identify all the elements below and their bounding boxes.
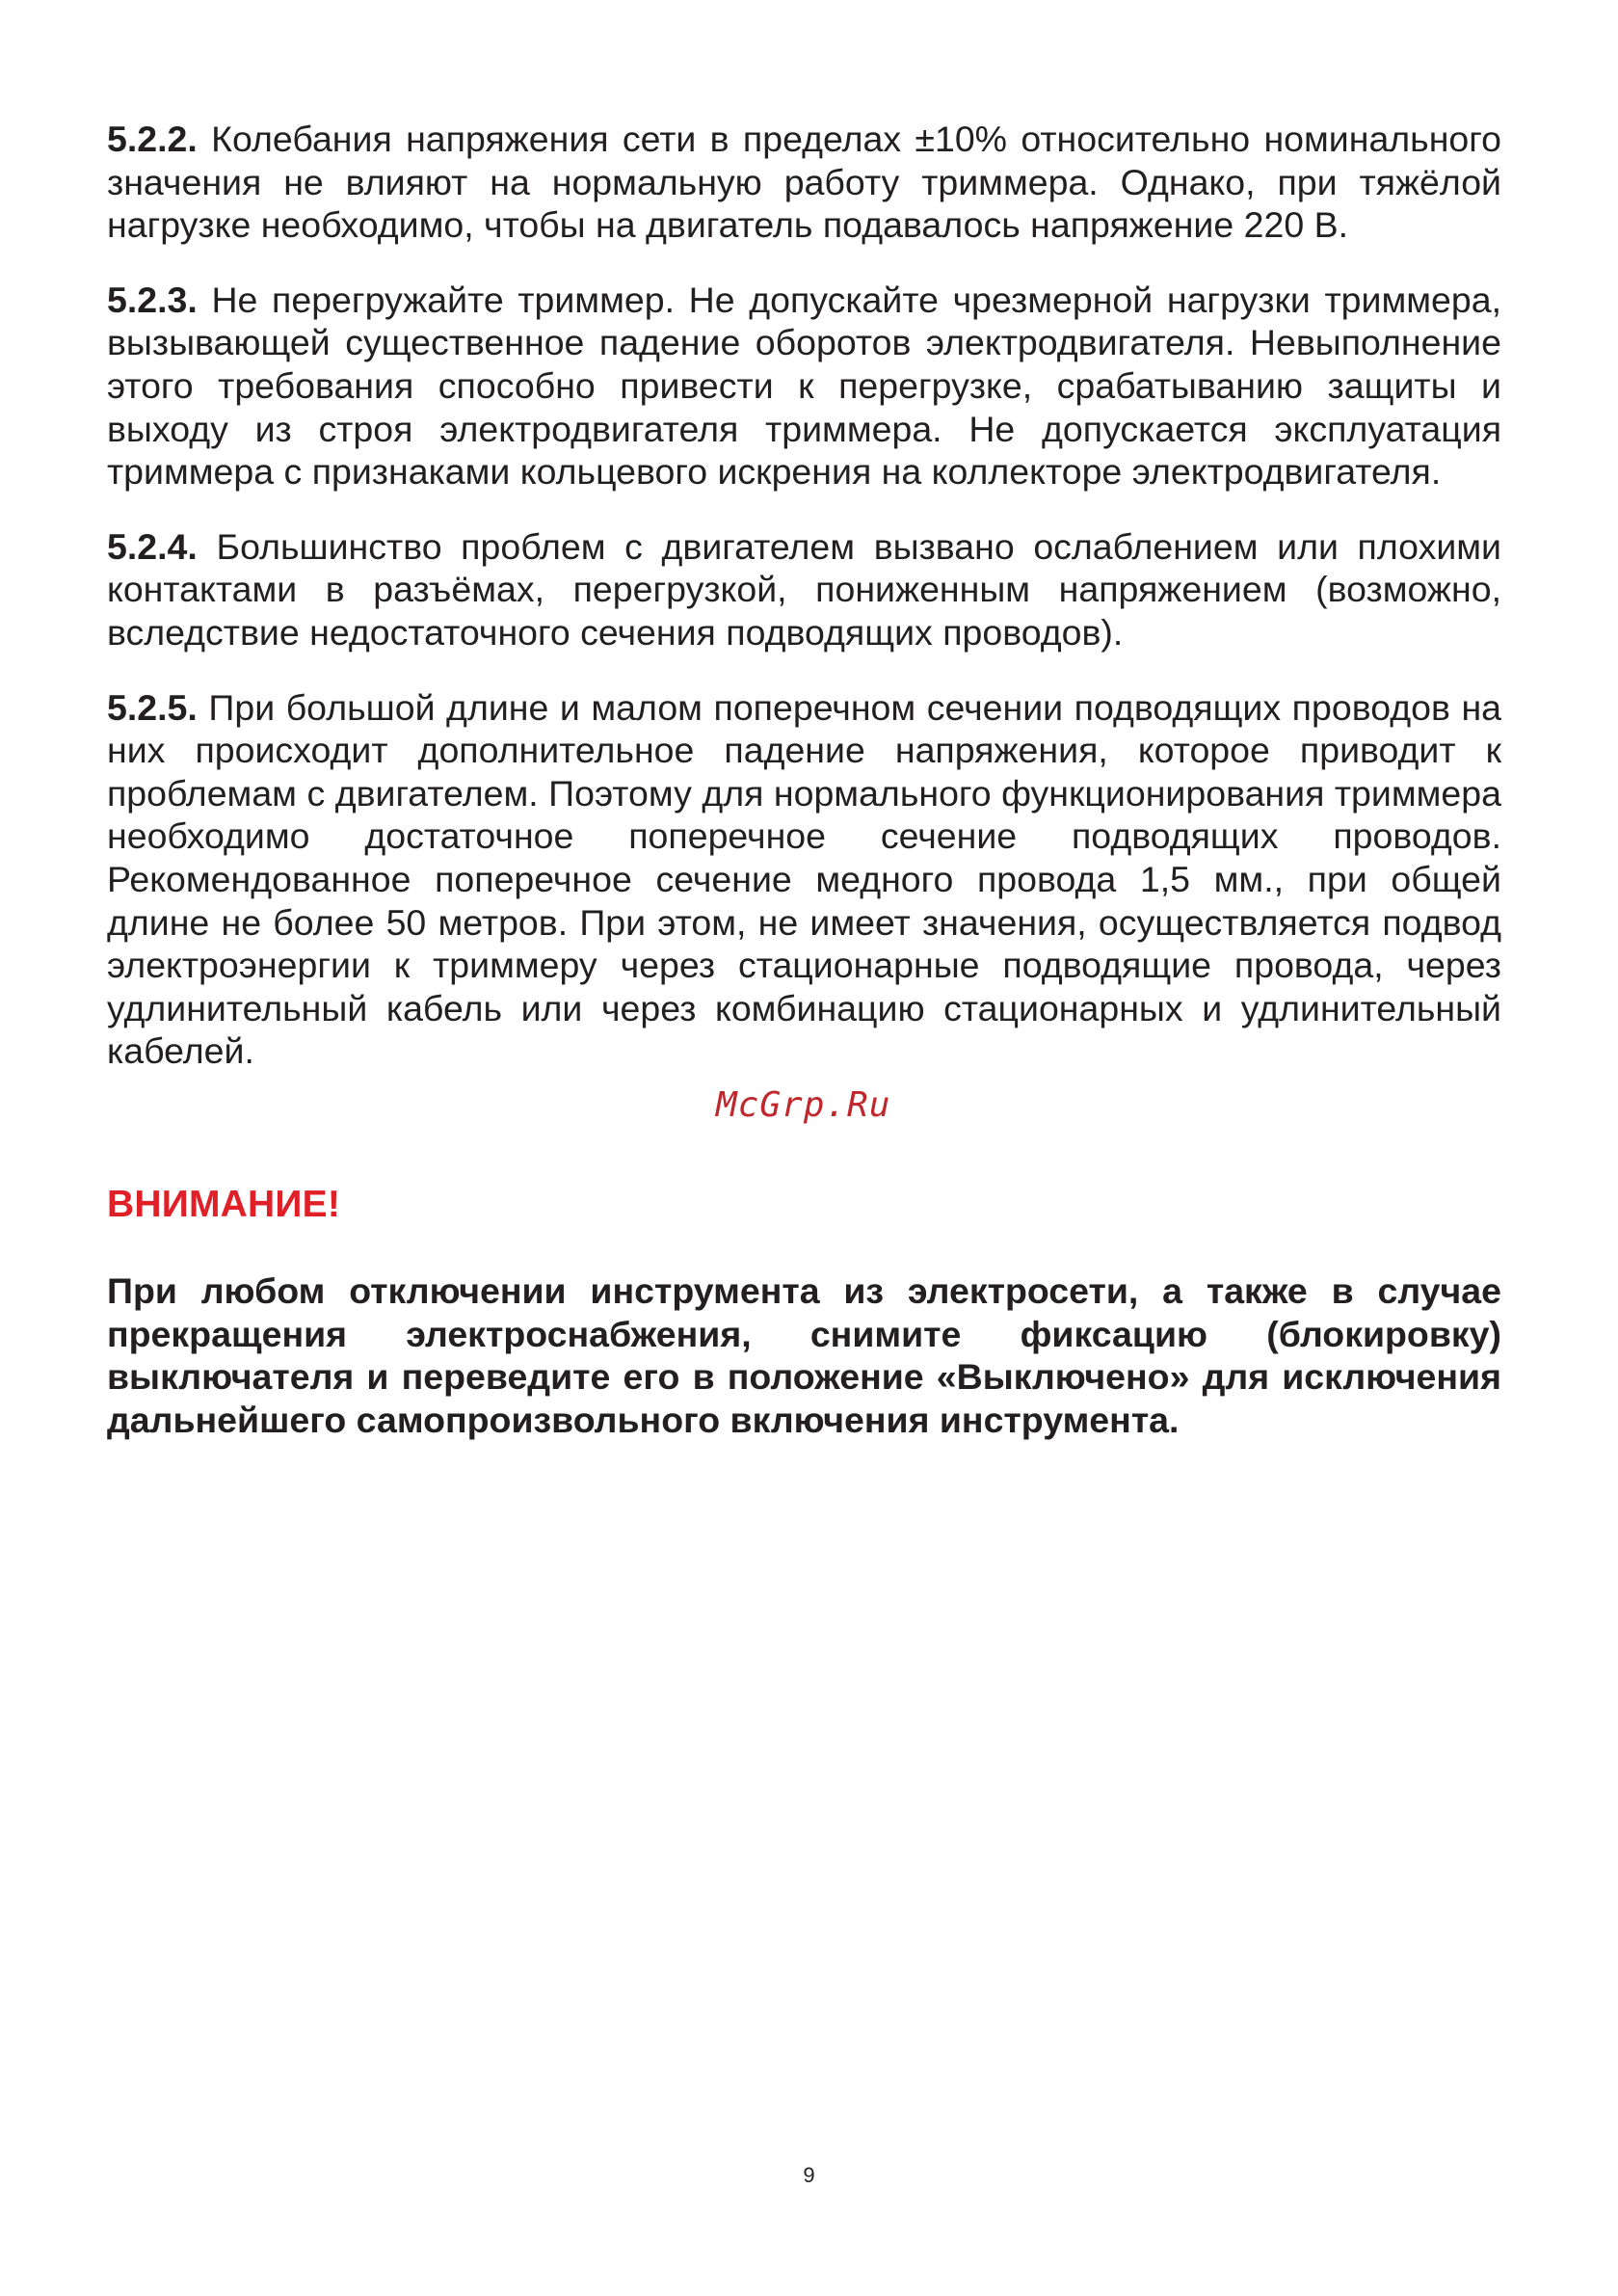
section-number: 5.2.5.: [107, 686, 198, 728]
paragraph-5-2-3: [107, 279, 1501, 494]
attention-heading: ВНИМАНИЕ!: [107, 1184, 341, 1225]
page-number: 9: [803, 2163, 815, 2187]
paragraph-text: Не перегружайте триммер. Не допускайте чрезмерной нагрузки триммера, вызывающей существенное падение оборотов электродвигателя. Невыполнение этого требования способно привести к перегрузке, срабатыванию защиты и выходу из строя электродвигателя триммера. Не допускается эксплуатация триммера с признаками кольцевого искрения на коллекторе электродвигателя.: [107, 279, 1501, 493]
paragraph-5-2-5: [107, 686, 1501, 1073]
section-number: 5.2.2.: [107, 119, 198, 159]
document-body: [107, 118, 1501, 1105]
attention-warning-text: При любом отключении инструмента из электросети, а также в случае прекращения электроснабжения, снимите фиксацию (блокировку) выключателя и переведите его в положение «Выключено» для исключения дальнейшего самопроизвольного включения инструмента.: [107, 1270, 1501, 1440]
paragraph-text: При большой длине и малом поперечном сечении подводящих проводов на них происходит дополнительное падение напряжения, которое приводит к проблемам с двигателем. Поэтому для нормального функционирования триммера необходимо достаточное поперечное сечение подводящих проводов. Рекомендованное поперечное сечение медного провода 1,5 мм., при общей длине не более 50 метров. При этом, не имеет значения, осуществляется подвод электроэнергии к триммеру через стационарные подводящие провода, через удлинительный кабель или через комбинацию стационарных и удлинительный кабелей.: [107, 686, 1502, 1072]
paragraph-text: Колебания напряжения сети в пределах ±10% относительно номинального значения не влияют на нормальную работу триммера. Однако, при тяжёлой нагрузке необходимо, чтобы на двигатель подавалось напряжение 220 В.: [107, 119, 1501, 246]
paragraph-5-2-2: [107, 118, 1501, 247]
paragraph-5-2-4: [107, 525, 1501, 654]
watermark-link[interactable]: McGrp.Ru: [716, 1085, 891, 1125]
paragraph-text: Большинство проблем с двигателем вызвано ослаблением или плохими контактами в разъёмах, перегрузкой, пониженным напряжением (возможно, вследствие недостаточного сечения подводящих проводов).: [107, 525, 1501, 653]
section-number: 5.2.3.: [107, 279, 198, 320]
section-number: 5.2.4.: [107, 525, 198, 567]
